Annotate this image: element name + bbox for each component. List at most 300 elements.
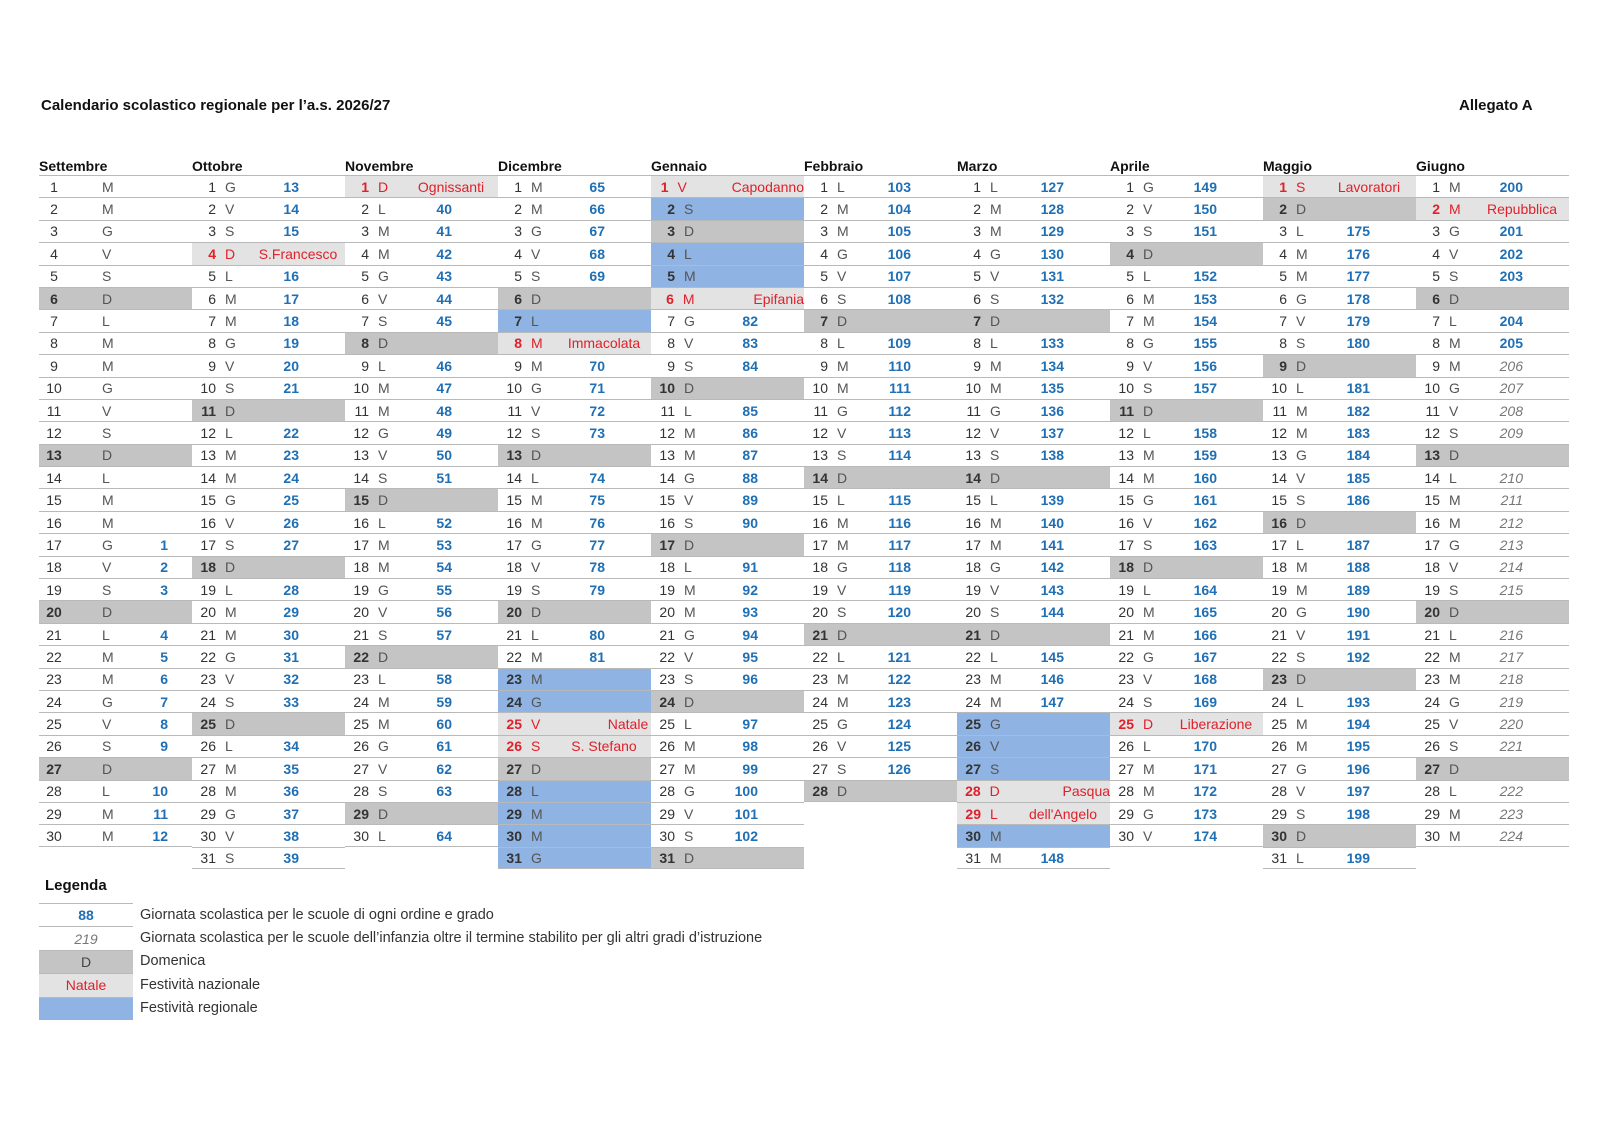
day-number: 29: [659, 805, 675, 822]
day-number: 29: [506, 805, 522, 822]
school-day-count: 86: [742, 424, 758, 441]
weekday: M: [102, 178, 114, 195]
school-day-count: 23: [283, 447, 299, 464]
weekday: M: [531, 671, 543, 688]
day-number: 20: [353, 604, 369, 621]
weekday: L: [1296, 693, 1304, 710]
day-row: [1263, 712, 1416, 734]
day-number: 27: [506, 760, 522, 777]
weekday: G: [1143, 648, 1154, 665]
day-number: 14: [812, 469, 828, 486]
weekday: G: [531, 380, 542, 397]
day-row: [804, 712, 957, 734]
weekday: V: [225, 671, 235, 688]
school-day-count: 222: [1499, 783, 1523, 800]
day-number: 11: [507, 402, 522, 419]
school-day-count: 192: [1346, 648, 1370, 665]
school-day-count: 213: [1499, 536, 1523, 553]
day-number: 21: [659, 626, 675, 643]
weekday: V: [531, 402, 541, 419]
day-row: [192, 645, 345, 667]
weekday: V: [1296, 783, 1306, 800]
day-number: 29: [1118, 805, 1134, 822]
day-row: [192, 824, 345, 846]
day-row: [957, 824, 1110, 846]
school-day-count: 91: [742, 559, 758, 576]
school-day-count: 181: [1346, 380, 1370, 397]
day-number: 16: [1118, 514, 1134, 531]
school-day-count: 150: [1193, 201, 1217, 218]
school-day-count: 144: [1040, 604, 1064, 621]
school-day-count: 113: [888, 424, 911, 441]
school-day-count: 28: [283, 581, 299, 598]
school-day-count: 207: [1499, 380, 1523, 397]
day-row: [1110, 668, 1263, 690]
school-day-count: 74: [589, 469, 605, 486]
day-number: 30: [46, 827, 62, 844]
day-row: [192, 712, 345, 734]
school-day-count: 218: [1499, 671, 1523, 688]
day-number: 3: [208, 223, 216, 240]
school-day-count: 149: [1193, 178, 1217, 195]
weekday: M: [837, 671, 849, 688]
school-day-count: 27: [283, 536, 299, 553]
weekday: D: [378, 178, 389, 195]
school-day-count: 45: [436, 313, 452, 330]
day-row: [1416, 556, 1569, 578]
weekday: L: [990, 492, 998, 509]
school-day-count: 180: [1346, 335, 1370, 352]
school-day-count: 38: [283, 828, 299, 845]
school-day-count: 153: [1193, 290, 1217, 307]
day-row: [1263, 421, 1416, 443]
day-row: [957, 757, 1110, 779]
school-day-count: 174: [1193, 827, 1217, 844]
month-name: Aprile: [1110, 158, 1150, 174]
school-day-count: 77: [589, 536, 605, 553]
day-number: 15: [200, 492, 216, 509]
weekday: G: [102, 223, 113, 240]
day-number: 28: [965, 783, 981, 800]
school-day-count: 58: [436, 671, 452, 688]
school-day-count: 7: [160, 693, 168, 710]
calendar-grid: [39, 157, 1569, 869]
weekday: G: [1449, 693, 1460, 710]
weekday: D: [1296, 828, 1307, 845]
weekday: D: [102, 447, 113, 464]
weekday: D: [684, 536, 695, 553]
day-number: 27: [46, 760, 62, 777]
day-number: 22: [1118, 648, 1134, 665]
day-number: 31: [659, 849, 675, 866]
weekday: M: [102, 492, 114, 509]
weekday: M: [684, 447, 696, 464]
legend-row-school-day: [39, 903, 762, 926]
day-number: 13: [965, 447, 981, 464]
school-day-count: 47: [436, 380, 452, 397]
day-row: [804, 488, 957, 510]
day-row: [651, 623, 804, 645]
day-row: [1416, 354, 1569, 376]
day-row: [498, 578, 651, 600]
school-day-count: 187: [1346, 536, 1370, 553]
weekday: S: [684, 828, 694, 845]
day-row: [804, 735, 957, 757]
day-number: 26: [659, 738, 675, 755]
day-row: [345, 556, 498, 578]
day-number: 22: [200, 648, 216, 665]
day-row: [651, 421, 804, 443]
day-number: 28: [812, 782, 828, 799]
weekday: V: [102, 402, 112, 419]
day-number: 24: [353, 693, 369, 710]
day-number: 10: [1424, 380, 1440, 397]
school-day-count: 55: [436, 581, 452, 598]
day-number: 30: [1424, 827, 1440, 844]
day-row: [1263, 197, 1416, 219]
school-day-count: 103: [887, 178, 911, 195]
day-number: 17: [965, 536, 981, 553]
day-number: 10: [353, 380, 369, 397]
school-day-count: 83: [742, 335, 758, 352]
weekday: D: [989, 783, 1000, 800]
day-number: 28: [1271, 783, 1287, 800]
day-row: [1110, 757, 1263, 779]
school-day-count: 182: [1346, 402, 1370, 419]
legend-sample-national-holiday: Natale: [39, 973, 133, 996]
school-day-count: 37: [283, 805, 299, 822]
school-day-count: 48: [436, 402, 452, 419]
day-number: 10: [506, 380, 522, 397]
weekday: G: [225, 178, 236, 195]
school-day-count: 151: [1193, 223, 1217, 240]
weekday: M: [990, 849, 1002, 866]
school-day-count: 191: [1346, 626, 1370, 643]
day-number: 4: [973, 245, 981, 262]
day-number: 3: [820, 223, 828, 240]
day-number: 14: [200, 469, 216, 486]
day-number: 18: [812, 559, 828, 576]
day-row: [1263, 780, 1416, 802]
school-day-count: 219: [1499, 693, 1523, 710]
day-row: [1110, 421, 1263, 443]
school-day-count: 212: [1499, 514, 1523, 531]
day-row: [1263, 265, 1416, 287]
legend-sample-school-day: 88: [39, 903, 133, 926]
weekday: G: [531, 536, 542, 553]
weekday: M: [378, 402, 390, 419]
weekday: M: [531, 828, 543, 845]
school-day-count: 157: [1193, 380, 1217, 397]
school-day-count: 6: [160, 671, 168, 688]
weekday: S: [102, 424, 112, 441]
weekday: L: [1296, 223, 1304, 240]
day-row: [498, 757, 651, 779]
month-column: [1263, 157, 1416, 869]
day-row: [498, 824, 651, 846]
day-row: [1416, 309, 1569, 331]
weekday: M: [684, 760, 696, 777]
day-number: 10: [200, 380, 216, 397]
school-day-count: 111: [889, 380, 911, 397]
school-day-count: 205: [1499, 335, 1523, 352]
day-number: 18: [659, 559, 675, 576]
day-row: [498, 802, 651, 824]
weekday: G: [837, 245, 848, 262]
weekday: D: [684, 223, 695, 240]
day-row: [39, 578, 192, 600]
day-number: 20: [200, 604, 216, 621]
day-row: [651, 332, 804, 354]
day-number: 8: [1126, 335, 1134, 352]
weekday: M: [531, 201, 543, 218]
day-number: 17: [46, 536, 62, 553]
day-row: [498, 511, 651, 533]
day-row: [39, 824, 192, 846]
school-day-count: 114: [888, 447, 911, 464]
weekday: M: [1449, 201, 1461, 218]
day-row: [957, 220, 1110, 242]
school-day-count: 211: [1500, 492, 1523, 509]
weekday: G: [1143, 178, 1154, 195]
day-row: [1110, 556, 1263, 578]
day-row: [957, 197, 1110, 219]
day-row: [1263, 735, 1416, 757]
school-day-count: 9: [160, 738, 168, 755]
day-number: 12: [200, 424, 216, 441]
day-number: 26: [200, 738, 216, 755]
weekday: V: [378, 760, 388, 777]
school-day-count: 18: [283, 313, 299, 330]
day-number: 3: [667, 223, 675, 240]
day-number: 20: [659, 604, 675, 621]
school-day-count: 139: [1040, 492, 1064, 509]
day-number: 2: [973, 201, 981, 218]
holiday-name: Immacolata: [567, 335, 641, 352]
weekday: V: [378, 604, 388, 621]
day-row: [498, 197, 651, 219]
day-row: [651, 712, 804, 734]
day-row: [957, 780, 1110, 802]
day-number: 21: [200, 626, 216, 643]
school-day-count: 171: [1193, 760, 1217, 777]
month-name: Settembre: [39, 158, 108, 174]
school-day-count: 210: [1499, 469, 1523, 486]
day-row: [345, 265, 498, 287]
weekday: M: [378, 716, 390, 733]
school-day-count: 170: [1193, 738, 1217, 755]
day-number: 24: [659, 693, 675, 710]
day-row: [498, 600, 651, 622]
weekday: M: [837, 514, 849, 531]
school-day-count: 169: [1193, 693, 1217, 710]
school-day-count: 178: [1346, 290, 1370, 307]
day-number: 8: [1279, 335, 1287, 352]
school-day-count: 76: [589, 514, 605, 531]
weekday: L: [1449, 313, 1457, 330]
weekday: D: [378, 648, 389, 665]
day-number: 27: [812, 760, 828, 777]
weekday: D: [1143, 245, 1154, 262]
day-row: [1263, 757, 1416, 779]
school-day-count: 81: [589, 648, 605, 665]
day-number: 19: [46, 581, 62, 598]
school-day-count: 13: [283, 178, 299, 195]
day-number: 27: [353, 760, 369, 777]
day-number: 10: [659, 380, 675, 397]
weekday: M: [1296, 245, 1308, 262]
school-day-count: 31: [283, 648, 299, 665]
day-row: [804, 466, 957, 488]
weekday: L: [990, 178, 998, 195]
day-number: 13: [46, 447, 62, 464]
day-number: 1: [1432, 178, 1440, 195]
weekday: V: [531, 716, 541, 733]
school-day-count: 138: [1040, 447, 1064, 464]
day-number: 14: [506, 469, 522, 486]
weekday: G: [378, 738, 389, 755]
day-number: 15: [1424, 492, 1440, 509]
weekday: G: [837, 716, 848, 733]
school-day-count: 102: [734, 828, 758, 845]
day-row: [1416, 623, 1569, 645]
school-day-count: 146: [1040, 671, 1064, 688]
weekday: V: [1143, 514, 1153, 531]
day-row: [192, 802, 345, 824]
day-number: 24: [965, 693, 981, 710]
school-day-count: 190: [1346, 604, 1370, 621]
day-number: 2: [667, 201, 675, 218]
school-day-count: 112: [888, 402, 911, 419]
day-row: [192, 488, 345, 510]
day-number: 27: [659, 760, 675, 777]
day-number: 21: [1424, 626, 1440, 643]
day-row: [1416, 511, 1569, 533]
day-number: 25: [506, 716, 522, 733]
day-row: [1110, 175, 1263, 197]
weekday: G: [225, 335, 236, 352]
day-number: 20: [1271, 604, 1287, 621]
weekday: D: [102, 604, 113, 621]
weekday: G: [684, 469, 695, 486]
weekday: D: [531, 447, 542, 464]
day-number: 30: [200, 828, 216, 845]
day-number: 28: [46, 783, 62, 800]
weekday: D: [837, 782, 848, 799]
day-row: [1416, 600, 1569, 622]
weekday: V: [102, 716, 112, 733]
weekday: M: [531, 514, 543, 531]
school-day-count: 12: [152, 827, 168, 844]
weekday: M: [990, 357, 1002, 374]
day-row: [192, 600, 345, 622]
school-day-count: 80: [589, 626, 605, 643]
weekday: M: [225, 760, 237, 777]
day-row: [1416, 578, 1569, 600]
day-row: [651, 354, 804, 376]
day-number: 16: [812, 514, 828, 531]
weekday: V: [1449, 402, 1459, 419]
school-day-count: 8: [160, 716, 168, 733]
day-row: [1263, 399, 1416, 421]
school-day-count: 133: [1040, 335, 1064, 352]
day-row: [651, 511, 804, 533]
school-day-count: 137: [1040, 424, 1064, 441]
month-column: [498, 157, 651, 869]
day-row: [39, 377, 192, 399]
school-day-count: 20: [283, 357, 299, 374]
day-row: [957, 466, 1110, 488]
day-number: 25: [965, 716, 981, 733]
day-row: [39, 511, 192, 533]
weekday: V: [837, 738, 847, 755]
weekday: S: [684, 357, 694, 374]
school-day-count: 72: [589, 402, 605, 419]
weekday: M: [837, 536, 849, 553]
school-day-count: 51: [436, 469, 452, 486]
day-number: 24: [1424, 693, 1440, 710]
day-row: [651, 265, 804, 287]
school-day-count: 98: [742, 738, 758, 755]
day-number: 6: [666, 290, 674, 307]
day-row: [192, 757, 345, 779]
weekday: M: [378, 245, 390, 262]
school-day-count: 41: [436, 223, 452, 240]
weekday: S: [684, 201, 694, 218]
weekday: M: [1449, 178, 1461, 195]
day-number: 16: [659, 514, 675, 531]
day-row: [39, 220, 192, 242]
weekday: S: [990, 447, 1000, 464]
day-number: 11: [354, 402, 369, 419]
weekday: G: [531, 849, 542, 866]
day-number: 22: [353, 648, 369, 665]
day-row: [39, 623, 192, 645]
day-row: [651, 668, 804, 690]
day-number: 2: [1279, 201, 1287, 218]
day-number: 23: [965, 671, 981, 688]
weekday: S: [225, 849, 235, 866]
weekday: D: [837, 313, 848, 330]
day-number: 16: [200, 514, 216, 531]
page-title: Calendario scolastico regionale per l’a.s. 2026/27: [41, 97, 391, 114]
school-day-count: 75: [589, 492, 605, 509]
day-row: [345, 399, 498, 421]
weekday: G: [990, 559, 1001, 576]
school-day-count: 11: [153, 805, 168, 822]
weekday: G: [531, 223, 542, 240]
day-number: 3: [973, 223, 981, 240]
weekday: L: [225, 424, 233, 441]
month-name: Ottobre: [192, 158, 243, 174]
school-day-count: 1: [160, 536, 168, 553]
weekday: V: [531, 559, 541, 576]
day-row: [804, 265, 957, 287]
day-number: 17: [506, 536, 522, 553]
day-row: [1110, 623, 1263, 645]
day-row: [1416, 668, 1569, 690]
day-row: [192, 197, 345, 219]
day-number: 12: [1118, 424, 1134, 441]
weekday: D: [1143, 402, 1154, 419]
school-day-count: 108: [887, 290, 911, 307]
weekday: V: [1449, 245, 1459, 262]
school-day-count: 36: [283, 783, 299, 800]
day-row: [957, 533, 1110, 555]
day-row: [1110, 242, 1263, 264]
school-day-count: 199: [1346, 849, 1370, 866]
weekday: L: [684, 245, 692, 262]
